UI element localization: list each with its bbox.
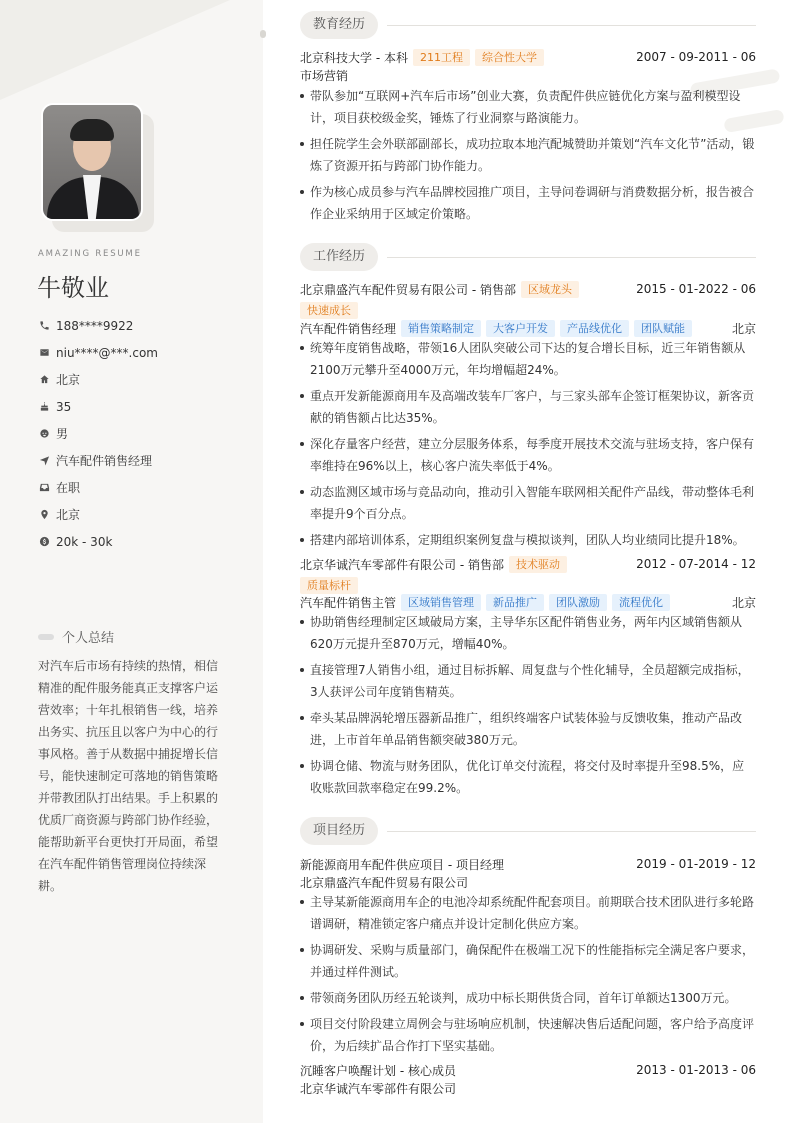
info-phone-text: 188****9922 — [56, 318, 134, 333]
skill-tag: 区域销售管理 — [401, 594, 481, 611]
list-item: 牵头某品牌涡轮增压器新品推广，组织终端客户试装体验与反馈收集，推动产品改进，上市首年单品销售额突破380万元。 — [300, 707, 756, 751]
job-date: 2015 - 01-2022 - 06 — [636, 282, 756, 296]
info-email-text: niu****@***.com — [56, 345, 158, 360]
project-org-row — [300, 873, 756, 891]
project-header — [300, 1061, 756, 1079]
project-date: 2019 - 01-2019 - 12 — [636, 857, 756, 871]
section-education — [300, 10, 756, 40]
summary-heading-text: 个人总结 — [62, 631, 115, 646]
project-header — [300, 855, 756, 873]
list-item: 带队参加“互联网+汽车后市场”创业大赛，负责配件供应链优化方案与盈利模型设计，项目获校级金奖，锤炼了行业洞察与路演能力。 — [300, 85, 756, 129]
job-header — [300, 555, 756, 573]
sidebar — [0, 0, 263, 1123]
skill-tag: 大客户开发 — [486, 320, 555, 337]
job-tag: 区域龙头 — [521, 281, 579, 298]
info-email — [38, 339, 158, 366]
job-bullets — [300, 337, 756, 555]
info-target-position-text: 汽车配件销售经理 — [56, 454, 153, 468]
skill-tag: 新品推广 — [486, 594, 544, 611]
info-target-position — [38, 447, 158, 474]
skill-tag: 流程优化 — [612, 594, 670, 611]
job-position: 汽车配件销售主管 — [300, 595, 397, 610]
education-header — [300, 48, 756, 66]
list-item: 主导某新能源商用车企的电池冷却系统配件配套项目。前期联合技术团队进行多轮路谱调研，精准锁定客户痛点并设计定制化供应方案。 — [300, 891, 756, 935]
job-position-row — [300, 319, 756, 337]
info-gender-text: 男 — [56, 427, 69, 441]
info-age-text: 35 — [56, 399, 72, 414]
education-major-row — [300, 66, 756, 84]
list-item: 作为核心成员参与汽车品牌校园推广项目，主导问卷调研与消费数据分析，报告被合作企业采纳用于区域定价策略。 — [300, 181, 756, 225]
section-divider — [387, 25, 756, 26]
info-status — [38, 474, 158, 501]
location-icon — [38, 509, 50, 521]
info-salary — [38, 528, 158, 555]
info-gender — [38, 420, 158, 447]
job-city: 北京 — [731, 321, 756, 336]
job-header — [300, 280, 756, 298]
list-item: 担任院学生会外联部副部长，成功拉取本地汽配城赞助并策划“汽车文化节”活动，锻炼了资源开拓与跨部门协作能力。 — [300, 133, 756, 177]
summary-heading — [38, 627, 114, 646]
home-icon — [38, 374, 50, 386]
info-phone — [38, 312, 158, 339]
job-tag-row — [300, 301, 756, 319]
section-work — [300, 242, 756, 272]
job-tag: 质量标杆 — [300, 577, 358, 594]
list-item: 深化存量客户经营，建立分层服务体系，每季度开展技术交流与驻场支持，客户保有率维持在96%以上，核心客户流失率低于4%。 — [300, 433, 756, 477]
summary-heading-bar — [38, 634, 54, 640]
education-major: 市场营销 — [300, 68, 349, 83]
gender-icon — [38, 428, 50, 440]
skill-tag: 销售策略制定 — [401, 320, 481, 337]
job-city: 北京 — [731, 595, 756, 610]
list-item: 统筹年度销售战略，带领16人团队突破公司下达的复合增长目标，近三年销售额从2100万元攀升至4000万元，年均增幅超24%。 — [300, 337, 756, 381]
info-age — [38, 393, 158, 420]
section-work-title: 工作经历 — [300, 243, 378, 271]
personal-info-list — [38, 312, 158, 555]
job-company: 北京华诚汽车零部件有限公司 - 销售部 — [300, 557, 504, 572]
info-status-text: 在职 — [56, 481, 81, 495]
project-name: 沉睡客户唤醒计划 - 核心成员 — [300, 1063, 456, 1078]
section-education-title: 教育经历 — [300, 11, 378, 39]
list-item: 协调仓储、物流与财务团队，优化订单交付流程，将交付及时率提升至98.5%，应收账款回款率稳定在99.2%。 — [300, 755, 756, 799]
profile-photo — [41, 103, 143, 221]
list-item: 带领商务团队历经五轮谈判，成功中标长期供货合同，首年订单额达1300万元。 — [300, 987, 756, 1009]
decorative-dot — [260, 30, 266, 38]
section-divider — [387, 257, 756, 258]
cake-icon — [38, 401, 50, 413]
mail-icon — [38, 347, 50, 359]
job-company: 北京鼎盛汽车配件贸易有限公司 - 销售部 — [300, 282, 516, 297]
education-tag: 211工程 — [413, 49, 470, 66]
job-tag: 技术驱动 — [509, 556, 567, 573]
resume-tagline: AMAZING RESUME — [38, 249, 142, 259]
project-date: 2013 - 01-2013 - 06 — [636, 1063, 756, 1077]
list-item: 协助销售经理制定区域破局方案，主导华东区配件销售业务，两年内区域销售额从620万元提升至870万元，增幅40%。 — [300, 611, 756, 655]
skill-tag: 产品线优化 — [560, 320, 629, 337]
education-tag: 综合性大学 — [475, 49, 544, 66]
list-item: 协调研发、采购与质量部门，确保配件在极端工况下的性能指标完全满足客户要求，并通过样件测试。 — [300, 939, 756, 983]
project-org-row — [300, 1079, 756, 1097]
list-item: 直接管理7人销售小组，通过目标拆解、周复盘与个性化辅导，全员超额完成指标，3人获评公司年度销售精英。 — [300, 659, 756, 703]
job-date: 2012 - 07-2014 - 12 — [636, 557, 756, 571]
info-residence — [38, 366, 158, 393]
job-position-row — [300, 593, 756, 611]
salary-icon — [38, 536, 50, 548]
job-bullets — [300, 611, 756, 803]
phone-icon — [38, 320, 50, 332]
job-position: 汽车配件销售经理 — [300, 321, 397, 336]
skill-tag: 团队激励 — [549, 594, 607, 611]
education-bullets — [300, 85, 756, 229]
skill-tag: 团队赋能 — [634, 320, 692, 337]
list-item: 重点开发新能源商用车及高端改装车厂客户，与三家头部车企签订框架协议，新客贡献的销售额占比达35%。 — [300, 385, 756, 429]
summary-text: 对汽车后市场有持续的热情，相信精准的配件服务能真正支撑客户运营效率；十年扎根销售一线，培养出务实、抗压且以客户为中心的行事风格。善于从数据中捕捉增长信号，能快速制定可落地的销售策略并带教团队打出结果。手上积累的优质厂商资源与跨部门协作经验，能帮助新平台更快打开局面，希望在汽车配件销售管理岗位持续深耕。 — [38, 659, 219, 893]
info-target-city-text: 北京 — [56, 508, 81, 522]
project-name: 新能源商用车配件供应项目 - 项目经理 — [300, 857, 504, 872]
candidate-name: 牛敬业 — [37, 274, 109, 302]
project-org: 北京华诚汽车零部件有限公司 — [300, 1081, 457, 1096]
education-school: 北京科技大学 - 本科 — [300, 50, 408, 65]
info-salary-text: 20k - 30k — [56, 534, 113, 549]
send-icon — [38, 455, 50, 467]
list-item: 搭建内部培训体系，定期组织案例复盘与模拟谈判，团队人均业绩同比提升18%。 — [300, 529, 756, 551]
job-tag: 快速成长 — [300, 302, 358, 319]
section-projects-title: 项目经历 — [300, 817, 378, 845]
photo-hair — [70, 119, 114, 141]
list-item: 项目交付阶段建立周例会与驻场响应机制，快速解决售后适配问题，客户给予高度评价，为后续扩品合作打下坚实基础。 — [300, 1013, 756, 1057]
inbox-icon — [38, 482, 50, 494]
education-date: 2007 - 09-2011 - 06 — [636, 50, 756, 64]
info-residence-text: 北京 — [56, 373, 81, 387]
project-org: 北京鼎盛汽车配件贸易有限公司 — [300, 875, 469, 890]
list-item: 动态监测区域市场与竞品动向，推动引入智能车联网相关配件产品线，带动整体毛利率提升9个百分点。 — [300, 481, 756, 525]
project-bullets — [300, 891, 756, 1061]
decorative-triangle — [0, 0, 230, 100]
section-divider — [387, 831, 756, 832]
job-tag-row — [300, 576, 756, 594]
info-target-city — [38, 501, 158, 528]
section-projects — [300, 816, 756, 846]
